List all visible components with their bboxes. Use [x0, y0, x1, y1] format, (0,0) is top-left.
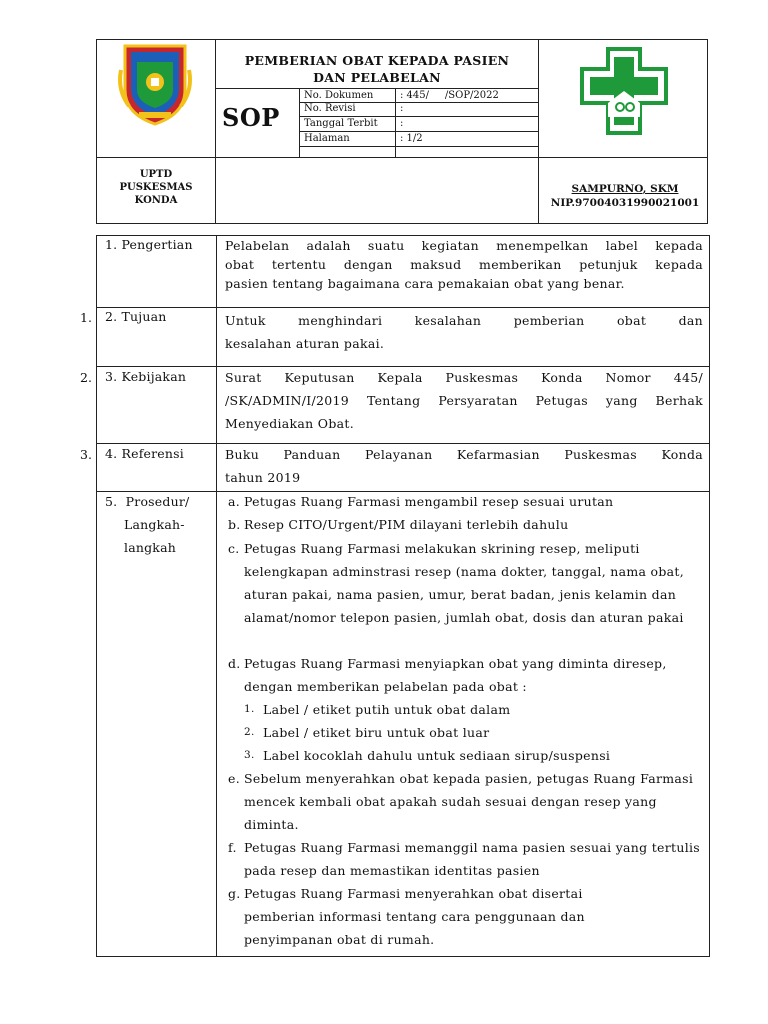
- title-line-2: DAN PELABELAN: [313, 70, 441, 85]
- signer-name: SAMPURNO, SKM: [571, 183, 679, 195]
- margin-number-2: 2.: [80, 370, 92, 385]
- step-text: Petugas Ruang Farmasi menyerahkan obat disertai pemberian informasi tentang cara penggunaan dan penyimpanan obat di rumah.: [244, 886, 585, 947]
- step-b: [228, 513, 708, 536]
- prosedur-label-line-3: langkah: [124, 540, 176, 555]
- meta-label-revisi: No. Revisi: [304, 103, 356, 114]
- step-g: [228, 882, 648, 951]
- label-kebijakan: 3. Kebijakan: [105, 369, 187, 384]
- step-key: c.: [228, 541, 240, 556]
- step-text: Petugas Ruang Farmasi mengambil resep sesuai urutan: [244, 494, 614, 509]
- step-key: b.: [228, 517, 241, 532]
- step-f: [228, 836, 708, 882]
- step-text: Petugas Ruang Farmasi melakukan skrining resep, meliputi kelengkapan adminstrasi resep (nama dokter, tanggal, nama obat, aturan pakai, nama pasien, umur, berat badan, jenis kelamin dan alamat/nomor telepon pasien, jumlah obat, dosis dan aturan pakai: [244, 541, 685, 625]
- label-referensi: 4. Referensi: [105, 446, 184, 461]
- label-item-text: Label / etiket biru untuk obat luar: [263, 725, 490, 740]
- tujuan-line-2: kesalahan aturan pakai.: [225, 336, 385, 351]
- text-kebijakan: [225, 366, 703, 435]
- referensi-line-1: Buku Panduan Pelayanan Kefarmasian Puskesmas Konda: [225, 447, 703, 462]
- pengertian-line-2: obat tertentu dengan maksud memberikan petunjuk kepada: [225, 257, 703, 272]
- organization-name: [97, 168, 215, 207]
- title-line-1: PEMBERIAN OBAT KEPADA PASIEN: [244, 53, 510, 68]
- tujuan-line-1: Untuk menghindari kesalahan pemberian obat dan: [225, 313, 703, 328]
- step-key: e.: [228, 771, 240, 786]
- meta-value-halaman: : 1/2: [400, 133, 423, 144]
- label-item-2: [244, 721, 704, 744]
- puskesmas-logo: [578, 47, 670, 135]
- meta-value-dokumen: : 445/ /SOP/2022: [400, 90, 499, 101]
- pengertian-line-1: Pelabelan adalah suatu kegiatan menempelkan label kepada: [225, 238, 703, 253]
- kebijakan-line-3: Menyediakan Obat.: [225, 416, 355, 431]
- kebijakan-line-2: /SK/ADMIN/I/2019 Tentang Persyaratan Petugas yang Berhak: [225, 393, 703, 408]
- meta-label-terbit: Tanggal Terbit: [304, 118, 378, 129]
- prosedur-label-line-1: 5. Prosedur/: [105, 494, 190, 509]
- step-text: Resep CITO/Urgent/PIM dilayani terlebih dahulu: [244, 517, 569, 532]
- label-item-key: 1.: [244, 703, 255, 715]
- step-c: [228, 537, 698, 629]
- sop-label: SOP: [222, 103, 280, 132]
- label-item-key: 3.: [244, 749, 255, 761]
- meta-label-halaman: Halaman: [304, 133, 350, 144]
- org-line-1: UPTD: [139, 169, 173, 180]
- text-referensi: [225, 443, 703, 489]
- step-key: g.: [228, 886, 241, 901]
- step-d: [228, 652, 668, 698]
- step-key: f.: [228, 840, 237, 855]
- label-item-key: 2.: [244, 726, 255, 738]
- district-logo: [117, 40, 193, 128]
- label-tujuan: 2. Tujuan: [105, 309, 167, 324]
- referensi-line-2: tahun 2019: [225, 470, 301, 485]
- meta-value-terbit: :: [400, 118, 404, 129]
- step-key: a.: [228, 494, 241, 509]
- label-item-text: Label kocoklah dahulu untuk sediaan sirup/suspensi: [263, 748, 611, 763]
- meta-label-dokumen: No. Dokumen: [304, 90, 374, 101]
- org-line-3: KONDA: [134, 195, 178, 206]
- pengertian-line-3: pasien tentang bagaimana cara pemakaian obat yang benar.: [225, 276, 625, 291]
- label-prosedur: [105, 490, 189, 559]
- step-e: [228, 767, 698, 836]
- signature-block: [540, 182, 710, 210]
- kebijakan-line-1: Surat Keputusan Kepala Puskesmas Konda Nomor 445/: [225, 370, 703, 385]
- label-item-3: [244, 744, 704, 767]
- meta-value-revisi: :: [400, 103, 404, 114]
- document-title: [216, 52, 538, 86]
- step-key: d.: [228, 656, 241, 671]
- margin-number-3: 3.: [80, 447, 92, 462]
- prosedur-label-line-2: Langkah-: [124, 517, 185, 532]
- signer-nip: NIP.97004031990021001: [550, 197, 700, 209]
- org-line-2: PUSKESMAS: [119, 182, 193, 193]
- text-tujuan: [225, 309, 703, 355]
- step-text: Petugas Ruang Farmasi menyiapkan obat yang diminta diresep, dengan memberikan pelabelan pada obat :: [244, 656, 667, 694]
- label-item-text: Label / etiket putih untuk obat dalam: [263, 702, 511, 717]
- step-text: Sebelum menyerahkan obat kepada pasien, petugas Ruang Farmasi mencek kembali obat apakah sudah sesuai dengan resep yang diminta.: [244, 771, 694, 832]
- step-a: [228, 490, 708, 513]
- label-pengertian: 1. Pengertian: [105, 237, 193, 252]
- label-item-1: [244, 698, 704, 721]
- step-text: Petugas Ruang Farmasi memanggil nama pasien sesuai yang tertulis pada resep dan memastikan identitas pasien: [244, 840, 701, 878]
- text-pengertian: [225, 236, 703, 293]
- margin-number-1: 1.: [80, 310, 92, 325]
